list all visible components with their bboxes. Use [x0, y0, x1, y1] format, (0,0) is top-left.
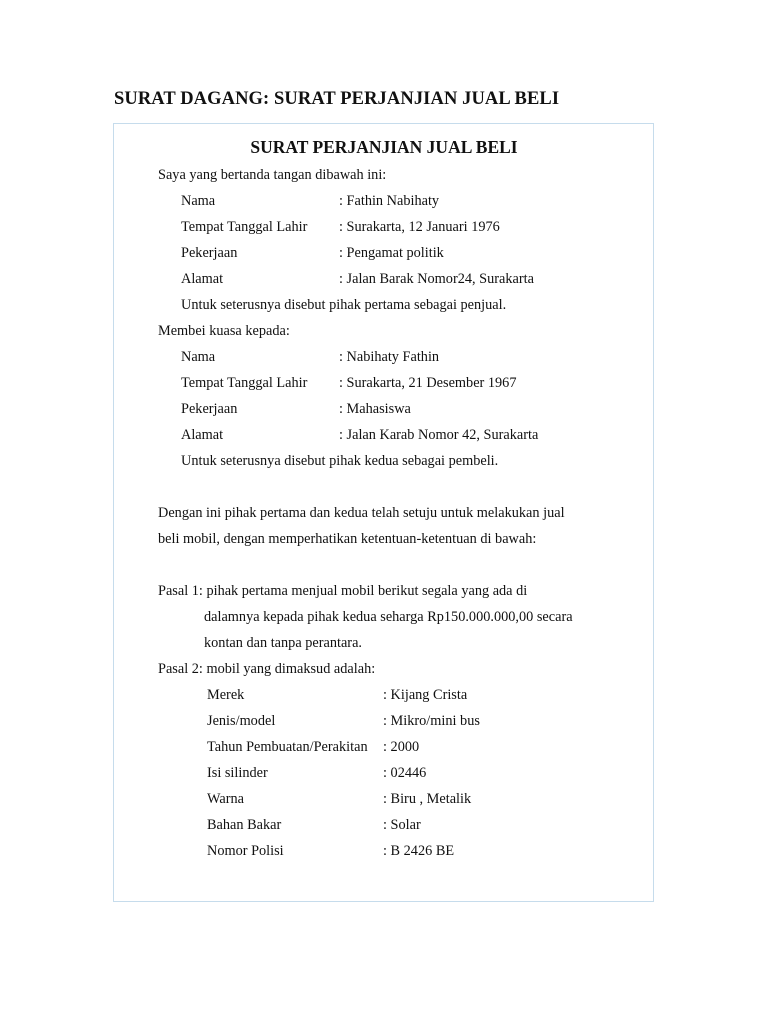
intro-text: Saya yang bertanda tangan dibawah ini: [158, 167, 387, 183]
car-spec-label: Jenis/model [207, 713, 276, 729]
car-spec-label: Nomor Polisi [207, 843, 284, 859]
party2-label: Tempat Tanggal Lahir [181, 375, 308, 391]
car-spec-value: : 2000 [383, 739, 420, 755]
party1-label: Tempat Tanggal Lahir [181, 219, 308, 235]
car-spec-value: : Biru , Metalik [383, 791, 472, 807]
car-spec-value: : Solar [383, 817, 421, 833]
page-heading: SURAT DAGANG: SURAT PERJANJIAN JUAL BELI [114, 89, 560, 109]
party1-value: : Jalan Barak Nomor24, Surakarta [339, 271, 534, 287]
agreement-line: Dengan ini pihak pertama dan kedua telah setuju untuk melakukan jual [158, 505, 565, 521]
party2-value: : Surakarta, 21 Desember 1967 [339, 375, 517, 391]
party2-label: Pekerjaan [181, 401, 238, 417]
car-spec-value: : 02446 [383, 765, 427, 781]
car-spec-value: : B 2426 BE [383, 843, 455, 859]
party1-label: Alamat [181, 271, 224, 287]
party1-label: Nama [181, 193, 216, 209]
car-spec-label: Warna [207, 791, 244, 807]
party2-value: : Nabihaty Fathin [339, 349, 440, 365]
kuasa-text: Membei kuasa kepada: [158, 323, 290, 339]
car-spec-label: Bahan Bakar [207, 817, 282, 833]
party1-note: Untuk seterusnya disebut pihak pertama sebagai penjual. [181, 297, 507, 313]
car-spec-value: : Kijang Crista [383, 687, 468, 703]
party1-value: : Pengamat politik [339, 245, 444, 261]
party1-label: Pekerjaan [181, 245, 238, 261]
pasal1-line: kontan dan tanpa perantara. [204, 635, 362, 651]
party2-note: Untuk seterusnya disebut pihak kedua sebagai pembeli. [181, 453, 499, 469]
car-spec-label: Merek [207, 687, 245, 703]
document-title: SURAT PERJANJIAN JUAL BELI [250, 137, 518, 157]
agreement-line: beli mobil, dengan memperhatikan ketentuan-ketentuan di bawah: [158, 531, 537, 547]
party1-value: : Fathin Nabihaty [339, 193, 440, 209]
party2-value: : Jalan Karab Nomor 42, Surakarta [339, 427, 539, 443]
pasal1-line: dalamnya kepada pihak kedua seharga Rp150.000.000,00 secara [204, 609, 573, 625]
party2-label: Alamat [181, 427, 224, 443]
car-spec-label: Tahun Pembuatan/Perakitan [207, 739, 368, 755]
car-spec-label: Isi silinder [207, 765, 268, 781]
party2-value: : Mahasiswa [339, 401, 411, 417]
car-spec-value: : Mikro/mini bus [383, 713, 480, 729]
pasal2-heading: Pasal 2: mobil yang dimaksud adalah: [158, 661, 376, 677]
party2-label: Nama [181, 349, 216, 365]
party1-value: : Surakarta, 12 Januari 1976 [339, 219, 500, 235]
pasal1-line: Pasal 1: pihak pertama menjual mobil berikut segala yang ada di [158, 583, 528, 599]
